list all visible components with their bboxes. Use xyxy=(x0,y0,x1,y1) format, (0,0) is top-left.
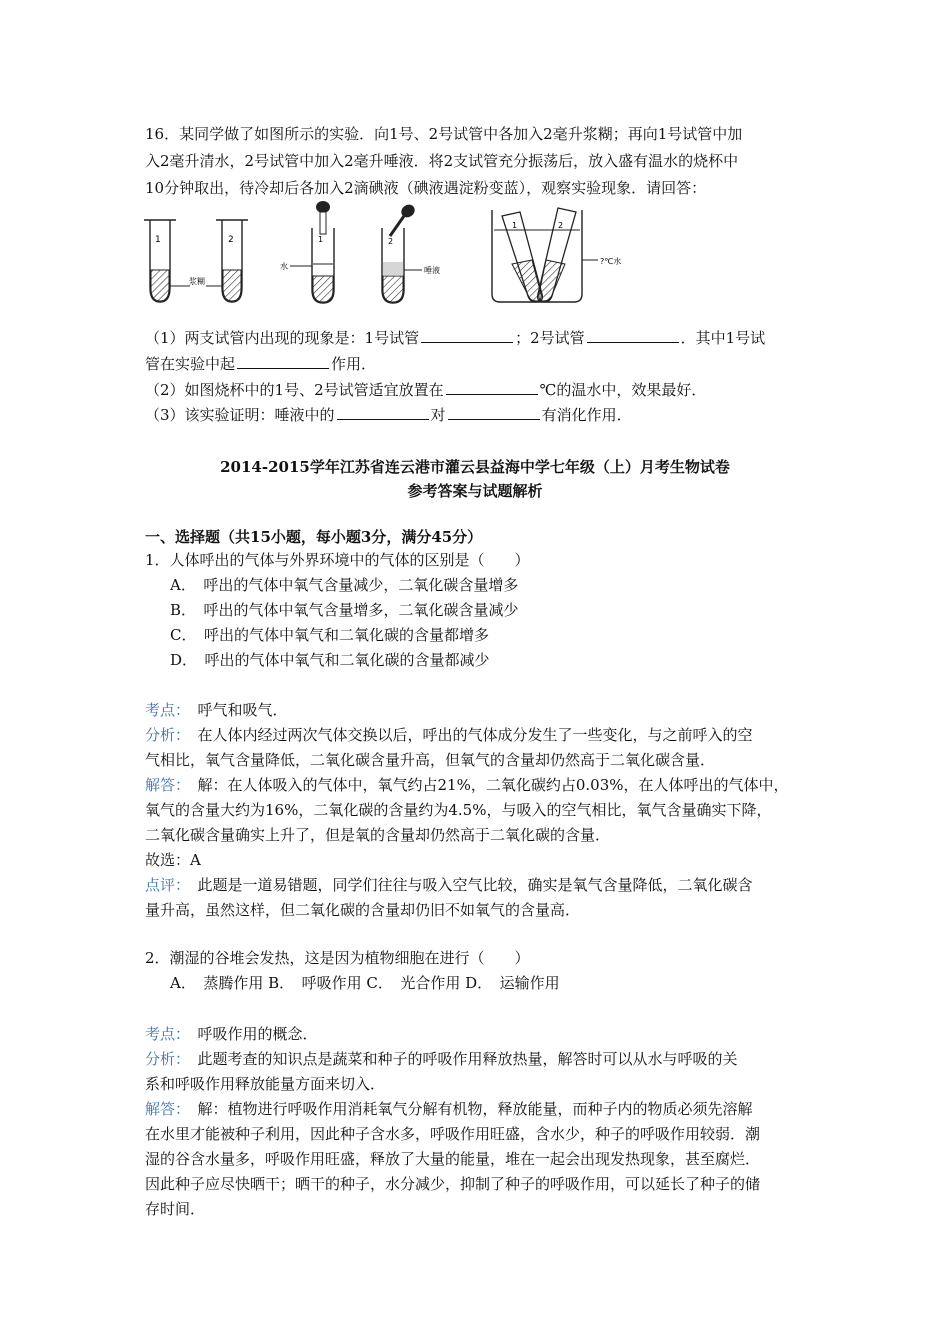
q1-option-b: B． 呼出的气体中氧气含量增多，二氧化碳含量减少 xyxy=(170,601,519,619)
q2-jieda-1: 解答： 解：植物进行呼吸作用消耗氧气分解有机物，释放能量，而种子内的物质必须先溶解 xyxy=(145,1100,753,1118)
answer-blank[interactable] xyxy=(337,405,429,420)
q2-fenxi-2: 系和呼吸作用释放能量方面来切入． xyxy=(145,1075,386,1093)
q1-dianping-2: 量升高，虽然这样，但二氧化碳的含量却仍旧不如氧气的含量高． xyxy=(145,901,581,919)
answer-blank[interactable] xyxy=(237,354,329,369)
answer-blank[interactable] xyxy=(587,328,679,343)
answer-blank[interactable] xyxy=(448,405,540,420)
q2-jieda-4: 因此种子应尽快晒干；晒干的种子，水分减少，抑制了种子的呼吸作用，可以延长了种子的储 xyxy=(145,1175,761,1193)
q16-stem-line-3: 10分钟取出，待冷却后各加入2滴碘液（碘液遇淀粉变蓝），观察实验现象．请回答： xyxy=(145,179,707,197)
q1-jieda-3: 二氧化碳含量确实上升了，但是氧的含量却仍然高于二氧化碳的含量． xyxy=(145,826,611,844)
answer-blank[interactable] xyxy=(446,380,538,395)
beaker-tube-1-label: 1 xyxy=(512,221,518,230)
q1-option-d: D． 呼出的气体中氧气和二氧化碳的含量都减少 xyxy=(170,651,490,669)
tube-2-label: 2 xyxy=(228,235,234,245)
q1-fenxi-1: 分析： 在人体内经过两次气体交换以后，呼出的气体成分发生了一些变化，与之前呼入的空 xyxy=(145,726,753,744)
q2-fenxi-1: 分析： 此题考查的知识点是蔬菜和种子的呼吸作用释放热量，解答时可以从水与呼吸的关 xyxy=(145,1050,738,1068)
q1-jieda-1: 解答： 解：在人体吸入的气体中，氧气约占21%，二氧化碳约占0.03%，在人体呼出的气体中， xyxy=(145,776,789,794)
q2-kaodian: 考点： 呼吸作用的概念． xyxy=(145,1025,318,1043)
q2-jieda-2: 在水里才能被种子利用，因此种子含水多，呼吸作用旺盛，含水少，种子的呼吸作用较弱．潮 xyxy=(145,1125,761,1143)
q1-dianping-1: 点评： 此题是一道易错题，同学们往往与吸入空气比较，确实是氧气含量降低，二氧化碳含 xyxy=(145,876,753,894)
q16-sub2: （2）如图烧杯中的1号、2号试管适宜放置在 ℃的温水中，效果最好． xyxy=(145,381,707,399)
saliva-label: 唾液 xyxy=(424,266,440,275)
beaker-tube-2-label: 2 xyxy=(558,221,564,230)
q1-option-c: C． 呼出的气体中氧气和二氧化碳的含量都增多 xyxy=(170,626,489,644)
beaker xyxy=(492,208,582,302)
q16-sub1-line1: （1）两支试管内出现的现象是：1号试管 ；2号试管 ．其中1号试 xyxy=(145,329,766,347)
section-heading: 一、选择题（共15小题，每小题3分，满分45分） xyxy=(145,528,483,546)
q16-stem-line-2: 入2毫升清水，2号试管中加入2毫升唾液．将2支试管充分振荡后，放入盛有温水的烧杯中 xyxy=(145,152,739,170)
q2-jieda-3: 湿的谷含水量多，呼吸作用旺盛，释放了大量的能量，堆在一起会出现发热现象，甚至腐烂． xyxy=(145,1150,761,1168)
answer-blank[interactable] xyxy=(421,328,513,343)
q2-stem: 2．潮湿的谷堆会发热，这是因为植物细胞在进行（ ） xyxy=(145,949,530,967)
tube-1-label: 1 xyxy=(155,235,161,245)
answer-title: 2014-2015学年江苏省连云港市灌云县益海中学七年级（上）月考生物试卷 xyxy=(220,458,730,476)
q1-jieda-2: 氧气的含量大约为16%，二氧化碳的含量约为4.5%，与吸入的空气相比，氧气含量确实下降， xyxy=(145,801,772,819)
q1-option-a: A． 呼出的气体中氧气含量减少，二氧化碳含量增多 xyxy=(170,576,519,594)
q16-stem-line-1: 16．某同学做了如图所示的实验．向1号、2号试管中各加入2毫升浆糊；再向1号试管中加 xyxy=(145,125,743,143)
water-label: 水 xyxy=(280,262,288,271)
starch-label: 浆糊 xyxy=(189,277,205,286)
q1-stem: 1．人体呼出的气体与外界环境中的气体的区别是（ ） xyxy=(145,551,530,569)
test-tube-1 xyxy=(144,220,176,302)
tube-3-label: 1 xyxy=(318,235,324,244)
q16-sub1-line2: 管在实验中起 作用． xyxy=(145,355,377,373)
test-tube-4 xyxy=(382,202,417,303)
test-tube-3 xyxy=(312,201,334,303)
test-tube-2 xyxy=(216,220,248,302)
q1-answer: 故选：A xyxy=(145,851,201,869)
q1-kaodian: 考点： 呼气和吸气． xyxy=(145,701,288,719)
water-temp-label: ?℃水 xyxy=(600,257,622,266)
q2-jieda-5: 存时间． xyxy=(145,1200,206,1218)
tube-4-label: 2 xyxy=(388,237,394,246)
experiment-figure xyxy=(140,198,660,310)
q16-sub3: （3）该实验证明：唾液中的 对 有消化作用． xyxy=(145,406,632,424)
q1-fenxi-2: 气相比，氧气含量降低，二氧化碳含量升高，但氧气的含量却仍然高于二氧化碳含量． xyxy=(145,751,716,769)
q2-options: A． 蒸腾作用 B． 呼吸作用 C． 光合作用 D． 运输作用 xyxy=(170,974,560,992)
answer-subtitle: 参考答案与试题解析 xyxy=(407,482,543,500)
